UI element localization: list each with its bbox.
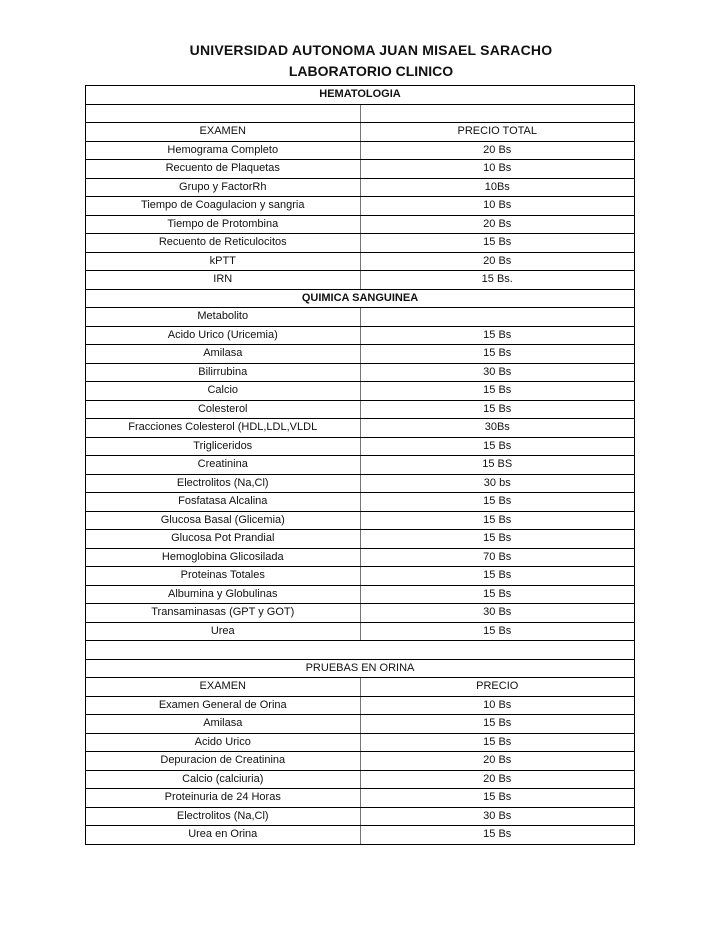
exam-price: 15 Bs xyxy=(360,437,635,456)
table-row xyxy=(86,733,635,752)
table-row xyxy=(86,197,635,216)
table-row xyxy=(86,160,635,179)
table-row xyxy=(86,252,635,271)
table-row xyxy=(86,511,635,530)
exam-name: Proteinuria de 24 Horas xyxy=(86,789,361,808)
exam-name: Depuracion de Creatinina xyxy=(86,752,361,771)
table-row xyxy=(86,789,635,808)
table-row xyxy=(86,548,635,567)
exam-price: 15 Bs xyxy=(360,622,635,641)
exam-price: 20 Bs xyxy=(360,141,635,160)
table-row xyxy=(86,345,635,364)
column-header-metabolito: Metabolito xyxy=(86,308,361,327)
column-header-row xyxy=(86,308,635,327)
table-row xyxy=(86,400,635,419)
exam-price: 15 Bs xyxy=(360,493,635,512)
exam-name: Electrolitos (Na,Cl) xyxy=(86,474,361,493)
exam-name: Amilasa xyxy=(86,345,361,364)
exam-name: Colesterol xyxy=(86,400,361,419)
exam-name: Glucosa Pot Prandial xyxy=(86,530,361,549)
exam-name: Amilasa xyxy=(86,715,361,734)
exam-name: Calcio xyxy=(86,382,361,401)
exam-price: 30 Bs xyxy=(360,604,635,623)
exam-price: 15 Bs. xyxy=(360,271,635,290)
exam-price: 10 Bs xyxy=(360,160,635,179)
table-row xyxy=(86,622,635,641)
exam-price: 15 Bs xyxy=(360,733,635,752)
exam-price: 20 Bs xyxy=(360,770,635,789)
exam-name: Proteinas Totales xyxy=(86,567,361,586)
exam-name: Fracciones Colesterol (HDL,LDL,VLDL xyxy=(86,419,361,438)
exam-name: Transaminasas (GPT y GOT) xyxy=(86,604,361,623)
exam-price: 20 Bs xyxy=(360,215,635,234)
exam-name: IRN xyxy=(86,271,361,290)
exam-name: Urea en Orina xyxy=(86,826,361,845)
exam-name: Tiempo de Coagulacion y sangria xyxy=(86,197,361,216)
exam-name: Glucosa Basal (Glicemia) xyxy=(86,511,361,530)
table-row xyxy=(86,567,635,586)
exam-name: Grupo y FactorRh xyxy=(86,178,361,197)
exam-name: Urea xyxy=(86,622,361,641)
exam-name: Albumina y Globulinas xyxy=(86,585,361,604)
exam-name: Recuento de Reticulocitos xyxy=(86,234,361,253)
section-pruebas-en-orina xyxy=(86,659,635,678)
table-row xyxy=(86,696,635,715)
exam-price: 15 Bs xyxy=(360,234,635,253)
lab-title: LABORATORIO CLINICO xyxy=(288,63,454,79)
exam-name: Fosfatasa Alcalina xyxy=(86,493,361,512)
table-row xyxy=(86,326,635,345)
table-row xyxy=(86,141,635,160)
exam-name: Trigliceridos xyxy=(86,437,361,456)
exam-price: 10 Bs xyxy=(360,696,635,715)
exam-price: 15 Bs xyxy=(360,567,635,586)
table-row xyxy=(86,234,635,253)
exam-name: Acido Urico xyxy=(86,733,361,752)
exam-price: 15 Bs xyxy=(360,715,635,734)
exam-name: Calcio (calciuria) xyxy=(86,770,361,789)
column-header-exam: EXAMEN xyxy=(86,123,361,142)
table-row xyxy=(86,474,635,493)
exam-price: 30 bs xyxy=(360,474,635,493)
exam-price: 20 Bs xyxy=(360,252,635,271)
exam-price: 30Bs xyxy=(360,419,635,438)
exam-price: 15 Bs xyxy=(360,326,635,345)
exam-price: 15 Bs xyxy=(360,585,635,604)
table-row xyxy=(86,215,635,234)
table-row xyxy=(86,826,635,845)
table-row xyxy=(86,271,635,290)
column-header-price: PRECIO xyxy=(360,678,635,697)
exam-price: 15 Bs xyxy=(360,530,635,549)
exam-name: Acido Urico (Uricemia) xyxy=(86,326,361,345)
exam-price: 70 Bs xyxy=(360,548,635,567)
exam-price: 30 Bs xyxy=(360,807,635,826)
table-row xyxy=(86,419,635,438)
exam-price: 15 Bs xyxy=(360,789,635,808)
column-header-row xyxy=(86,123,635,142)
section-title-quimica: QUIMICA SANGUINEA xyxy=(86,289,635,308)
column-header-row xyxy=(86,678,635,697)
column-header-exam: EXAMEN xyxy=(86,678,361,697)
table-row xyxy=(86,456,635,475)
table-row xyxy=(86,437,635,456)
price-table-body xyxy=(86,86,635,845)
section-quimica-sanguinea xyxy=(86,289,635,308)
table-row xyxy=(86,770,635,789)
exam-price: 10 Bs xyxy=(360,197,635,216)
exam-price: 15 Bs xyxy=(360,826,635,845)
exam-price: 30 Bs xyxy=(360,363,635,382)
table-row xyxy=(86,585,635,604)
exam-name: Recuento de Plaquetas xyxy=(86,160,361,179)
exam-name: Examen General de Orina xyxy=(86,696,361,715)
blank-row xyxy=(86,641,635,660)
section-title-orina: PRUEBAS EN ORINA xyxy=(86,659,635,678)
table-row xyxy=(86,604,635,623)
table-row xyxy=(86,178,635,197)
exam-price: 15 BS xyxy=(360,456,635,475)
section-hematologia xyxy=(86,86,635,105)
exam-name: Bilirrubina xyxy=(86,363,361,382)
exam-price: 15 Bs xyxy=(360,400,635,419)
exam-name: Tiempo de Protombina xyxy=(86,215,361,234)
table-row xyxy=(86,807,635,826)
table-row xyxy=(86,752,635,771)
exam-name: Hemoglobina Glicosilada xyxy=(86,548,361,567)
column-header-price: PRECIO TOTAL xyxy=(360,123,635,142)
table-row xyxy=(86,363,635,382)
exam-price: 15 Bs xyxy=(360,382,635,401)
price-table xyxy=(85,85,635,845)
university-title: UNIVERSIDAD AUTONOMA JUAN MISAEL SARACHO xyxy=(189,42,553,58)
exam-price: 15 Bs xyxy=(360,511,635,530)
table-row xyxy=(86,530,635,549)
exam-price: 20 Bs xyxy=(360,752,635,771)
blank-row xyxy=(86,104,635,123)
exam-name: Electrolitos (Na,Cl) xyxy=(86,807,361,826)
table-row xyxy=(86,493,635,512)
exam-name: Hemograma Completo xyxy=(86,141,361,160)
table-row xyxy=(86,715,635,734)
exam-price: 10Bs xyxy=(360,178,635,197)
table-row xyxy=(86,382,635,401)
exam-price: 15 Bs xyxy=(360,345,635,364)
exam-name: Creatinina xyxy=(86,456,361,475)
exam-name: kPTT xyxy=(86,252,361,271)
section-title-hematologia: HEMATOLOGIA xyxy=(86,86,635,105)
